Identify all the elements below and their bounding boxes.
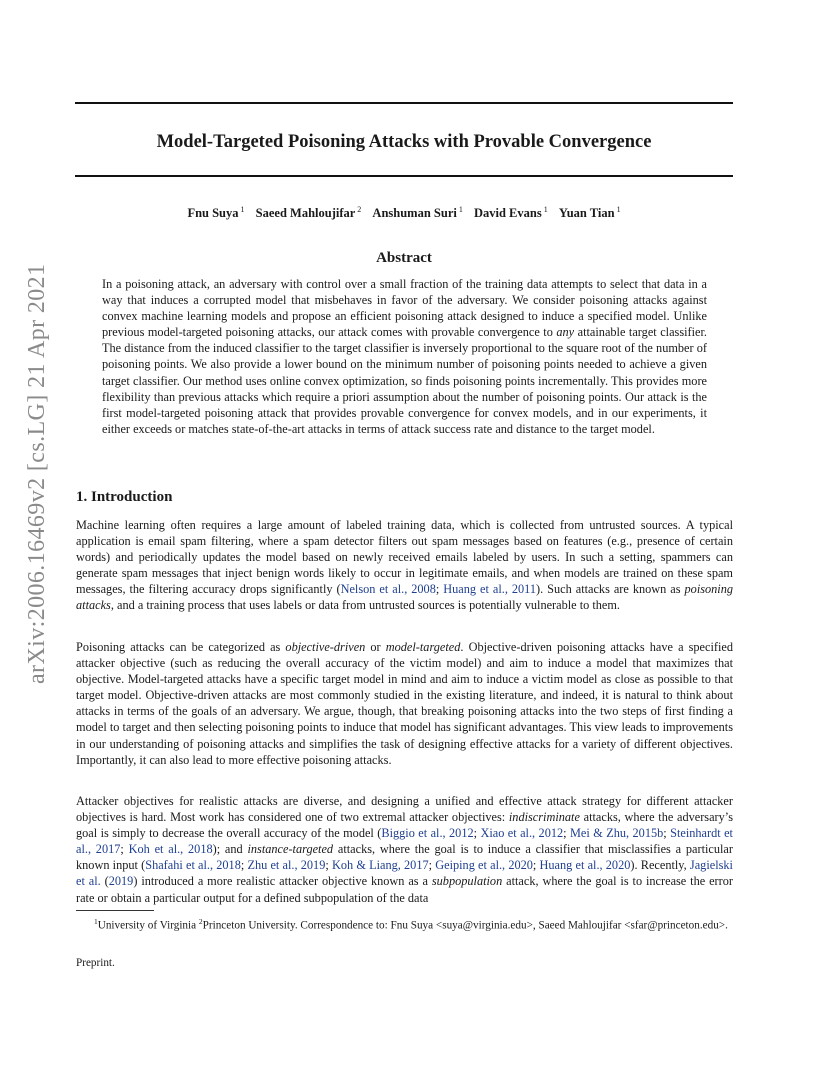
author-name: David Evans <box>473 206 542 221</box>
author-list <box>75 205 733 221</box>
text-segment: Attacker objectives for realistic attacks are diverse, and designing a unified and effective attack strategy for different attacker objectives is hard. Most work has considered one of two extremal attacker objectives: <box>76 794 733 825</box>
abstract-text <box>102 276 707 437</box>
paper-title: Model-Targeted Poisoning Attacks with Provable Convergence <box>156 132 652 152</box>
intro-paragraph-1 <box>76 517 733 614</box>
preprint-label: Preprint. <box>76 957 115 969</box>
author-affiliation-mark: 1 <box>543 205 548 214</box>
author-affiliation-mark: 1 <box>240 205 245 214</box>
emphasis-text: poisoning attacks <box>76 582 734 613</box>
author-name: Yuan Tian <box>558 206 615 221</box>
section-heading-introduction: 1. Introduction <box>76 489 173 505</box>
citation-link[interactable]: 2019 <box>108 874 134 889</box>
footnote-marker: 1 <box>94 917 98 926</box>
citation-link[interactable]: Shafahi et al., 2018 <box>145 858 241 873</box>
author <box>187 206 244 220</box>
footnote-rule <box>76 910 154 911</box>
text-segment: attacks, where the adversary’s goal is simply to decrease the overall accuracy of the model ( <box>76 810 733 841</box>
citation-link[interactable]: Koh & Liang, 2017 <box>331 858 429 873</box>
text-segment: ) introduced a more realistic attacker objective known as a <box>133 874 432 889</box>
citation-link[interactable]: Koh et al., 2018 <box>128 842 213 857</box>
abstract-emphasis: any <box>556 325 575 340</box>
author-name: Anshuman Suri <box>372 206 457 221</box>
text-segment: Poisoning attacks can be categorized as <box>76 640 286 654</box>
emphasis-text: indiscriminate <box>508 810 580 825</box>
citation-separator: ; <box>325 858 332 873</box>
citation-link[interactable]: Mei & Zhu, 2015b <box>569 826 664 841</box>
citation-separator: ; <box>473 826 481 841</box>
citation-link[interactable]: Biggio et al., 2012 <box>381 826 474 841</box>
text-segment: ). Recently, <box>630 858 690 873</box>
citation-separator: ; <box>120 842 129 857</box>
citation-link[interactable]: Huang et al., 2020 <box>539 858 631 873</box>
citation-separator: ; <box>532 858 540 873</box>
citation-separator: ; <box>428 858 436 873</box>
emphasis-text: subpopulation <box>431 874 503 889</box>
text-segment: ). Such attacks are known as <box>536 582 685 597</box>
footnote-text: Princeton University. Correspondence to: Fnu Suya <suya@virginia.edu>, Saeed Mahloujifar <sfar@princeton.edu>. <box>202 919 728 932</box>
emphasis-text: objective-driven <box>285 640 366 654</box>
emphasis-text: instance-targeted <box>247 842 334 857</box>
title-top-rule <box>75 102 733 104</box>
author-name: Fnu Suya <box>187 206 239 221</box>
text-segment: , and a training process that uses labels or data from untrusted sources is potentially vulnerable to them. <box>110 598 621 613</box>
intro-paragraph-2 <box>76 639 733 768</box>
citation-link[interactable]: Huang et al., 2011 <box>443 582 537 597</box>
emphasis-text: model-targeted <box>385 640 461 654</box>
citation-separator: ; <box>663 826 671 841</box>
abstract-heading: Abstract <box>376 250 432 266</box>
citation-separator: ; <box>563 826 570 841</box>
author-affiliation-mark: 1 <box>458 205 463 214</box>
text-segment: . Objective-driven poisoning attacks have a specified attacker objective (such as reducing the overall accuracy of the victim model) and aim to induce a model that maximizes that objective. Model-targeted attacks have a specific target model in mind and aim to induce a victim model as close as possible to that target model. Objective-driven attacks are most commonly studied in the existing literature, and indeed, it is natural to think about attacks in terms of the goals of an adversary. We argue, though, that breaking poisoning attacks into the two steps of first finding a model to target and then selecting poisoning points to induce that model has significant advantages. This view leads to improvements in our understanding of poisoning attacks and simplifies the task of designing effective attacks for a variety of different objectives. Importantly, it can also lead to more effective poisoning attacks. <box>76 640 733 767</box>
author <box>474 206 548 220</box>
author <box>559 206 621 220</box>
text-segment: ); and <box>212 842 248 857</box>
abstract-text-segment: In a poisoning attack, an adversary with control over a small fraction of the training data attempts to select that data in a way that induces a corrupted model that misbehaves in favor of the adversary. We consider poisoning attacks against convex machine learning models and propose an efficient poisoning attack designed to induce a specified model. Unlike previous model-targeted poisoning attacks, our attack comes with provable convergence to <box>102 277 707 340</box>
author-affiliation-mark: 2 <box>357 205 362 214</box>
footnote-text: University of Virginia <box>97 919 199 932</box>
citation-separator: ; <box>435 582 444 597</box>
intro-paragraph-3 <box>76 793 733 906</box>
text-segment: attacks, where the goal is to induce a classifier that misclassifies a particular known input ( <box>76 842 733 873</box>
affiliation-footnote <box>76 914 733 934</box>
citation-separator: ( <box>100 874 109 889</box>
citation-link[interactable]: Steinhardt et al., 2017 <box>76 826 733 857</box>
footnote-marker: 2 <box>198 917 203 926</box>
author-affiliation-mark: 1 <box>616 205 621 214</box>
citation-link[interactable]: Geiping et al., 2020 <box>435 858 533 873</box>
citation-link[interactable]: Jagielski et al. <box>76 858 733 889</box>
title-bottom-rule <box>75 175 733 177</box>
text-segment: attack, where the goal is to increase the error rate or obtain a particular output for a defined subpopulation of the data <box>76 874 733 905</box>
arxiv-identifier-stamp: arXiv:2006.16469v2 [cs.LG] 21 Apr 2021 <box>24 263 50 684</box>
citation-separator: ; <box>240 858 248 873</box>
citation-link[interactable]: Zhu et al., 2019 <box>247 858 326 873</box>
text-segment: or <box>365 640 386 654</box>
author-name: Saeed Mahloujifar <box>255 206 356 221</box>
abstract-text-segment: attainable target classifier. The distance from the induced classifier to the target classifier is inversely proportional to the square root of the number of poisoning points. We also provide a lower bound on the minimum number of poisoning points needed to achieve a given target classifier. Our method uses online convex optimization, so finds poisoning points incrementally. This provides more flexibility than previous attacks which require a priori assumption about the number of poisoning points. Our attack is the first model-targeted poisoning attack that provides provable convergence for convex models, and in our experiments, it either exceeds or matches state-of-the-art attacks in terms of attack success rate and distance to the target model. <box>102 325 707 436</box>
citation-link[interactable]: Nelson et al., 2008 <box>340 582 436 597</box>
citation-link[interactable]: Xiao et al., 2012 <box>480 826 564 841</box>
author <box>256 206 362 220</box>
author <box>372 206 462 220</box>
text-segment: Machine learning often requires a large amount of labeled training data, which is collected from untrusted sources. A typical application is email spam filtering, where a spam detector filters out spam messages based on features (e.g., presence of certain words) and periodically updates the model based on newly received emails labeled by users. In such a setting, spammers can generate spam messages that inject benign words likely to occur in legitimate emails, and when models are trained on these spam messages, the filtering accuracy drops significantly ( <box>76 518 733 597</box>
